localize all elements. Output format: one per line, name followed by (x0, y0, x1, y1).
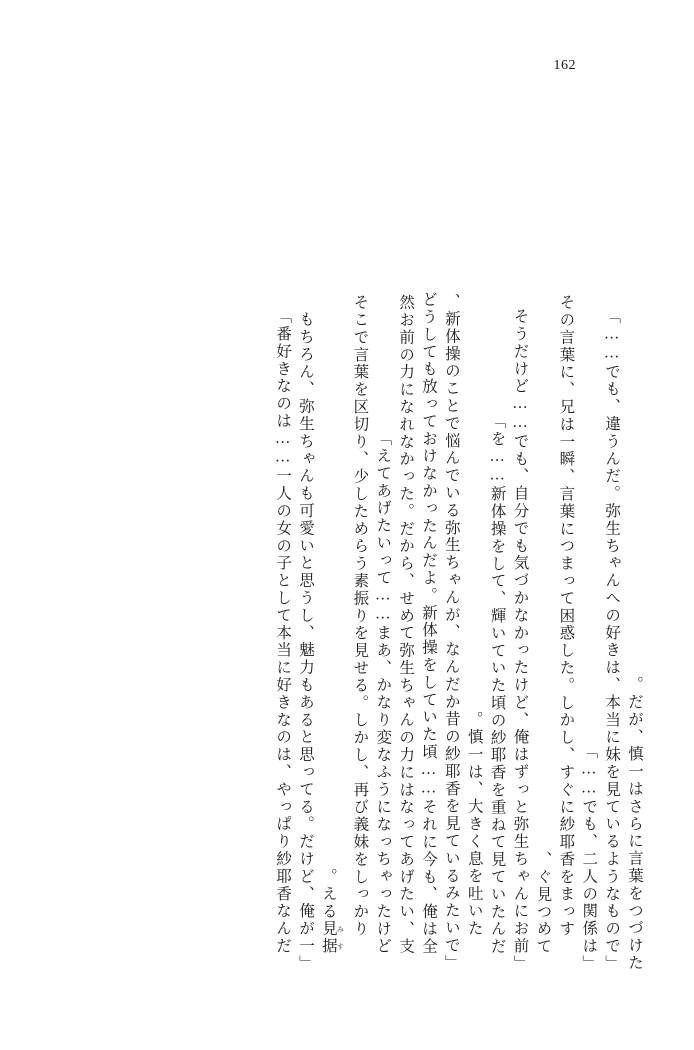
text-column-with-ruby (320, 100, 344, 955)
text-column: 番好きなのは……一人の女の子として本当に好きなのは、やっぱり紗耶香なんだ」 (274, 308, 292, 955)
text-column: 「でも、違うんだ。弥生ちゃんへの好きは、本当に妹を見ているようなもので……」 (603, 307, 621, 972)
text-column: 「新体操のことで悩んでいる弥生ちゃんが、なんだか昔の紗耶香を見ているみたいで、 (442, 293, 460, 972)
text-column: その言葉に、兄は一瞬、言葉につまって困惑した。しかし、すぐに紗耶香をまっす (557, 293, 575, 955)
vertical-text-body (52, 100, 643, 972)
text-column: を……新体操をして、輝いていた頃の紗耶香を重ねて見ていたんだ」 (488, 412, 506, 955)
page-number: 162 (553, 58, 576, 73)
text-column: 「でも、二人の関係は……」 (580, 742, 598, 972)
text-column: ぐ見つめて、 (534, 850, 552, 955)
text-column: どうしても放っておけなかったんだよ。新体操をしていた頃……それに今も、俺は全 (419, 290, 437, 955)
text-column: 慎一は、大きく息を吐いた。 (465, 711, 483, 955)
ruby-base: 見据 (319, 920, 337, 955)
text-column: 然お前の力になれなかった。だから、せめて弥生ちゃんの力にはなってあげたい、支 (397, 293, 415, 955)
ruby-trailing-text: える。 (319, 867, 337, 921)
text-column: 「もちろん、弥生ちゃんも可愛いと思うし、魅力もあると思ってる。だけど、俺が一 (297, 310, 315, 972)
ruby-annotation (319, 920, 345, 955)
text-column: 「そうだけど……でも、自分でも気づかなかったけど、俺はずっと弥生ちゃんにお前 (511, 307, 529, 972)
text-column: だが、慎一はさらに言葉をつづけた。 (626, 676, 643, 972)
ruby-text: みす (336, 920, 345, 955)
text-column: そこで言葉を区切り、少しためらう素振りを見せる。しかし、再び義妹をしっかり (351, 293, 369, 955)
text-column: えてあげたいって……まあ、かなり変なふうになっちゃったけど」 (374, 429, 392, 955)
